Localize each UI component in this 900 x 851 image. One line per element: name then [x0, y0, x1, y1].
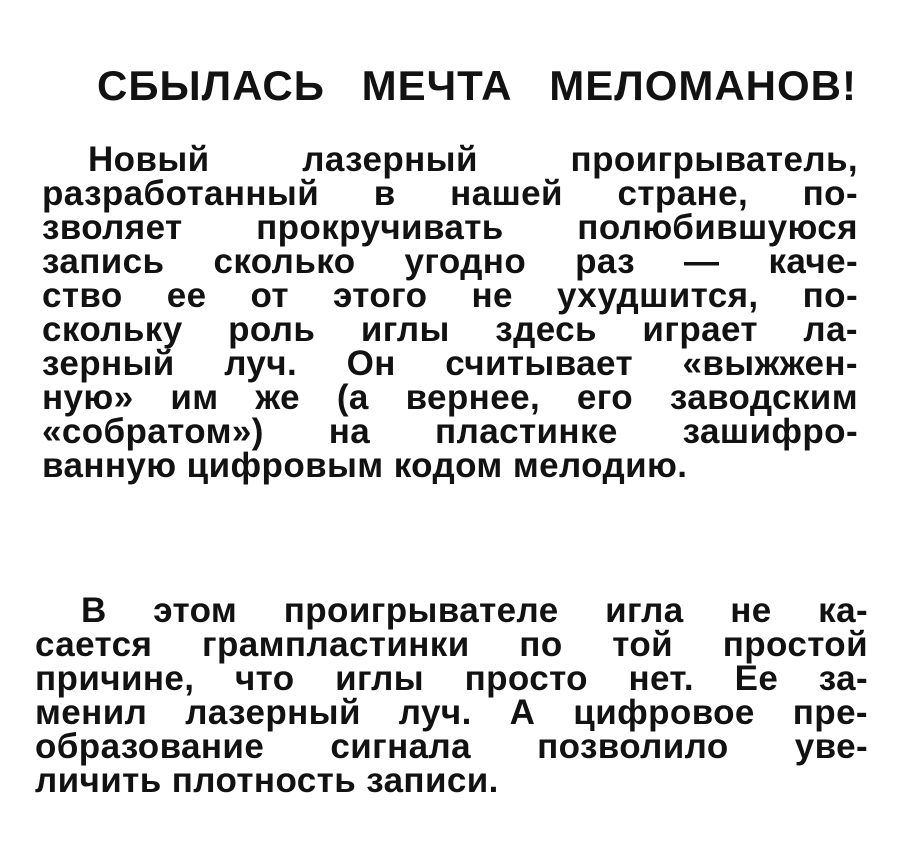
text-line: скольку роль иглы здесь играет ла-	[42, 310, 858, 349]
text-line: причине, что иглы просто нет. Ее за-	[35, 659, 868, 698]
text-line: сается грампластинки по той простой	[35, 625, 868, 664]
text-line: В этом проигрывателе игла не ка-	[81, 591, 868, 630]
text-line: запись сколько угодно раз — каче-	[42, 242, 858, 281]
text-line: разработанный в нашей стране, по-	[42, 174, 858, 213]
text-line: образование сигнала позволило уве-	[35, 727, 868, 766]
text-line: Новый лазерный проигрыватель,	[88, 140, 858, 179]
text-line: «собратом») на пластинке зашифро-	[42, 412, 858, 451]
text-line: менил лазерный луч. А цифровое пре-	[35, 693, 868, 732]
text-line: зволяет прокручивать полюбившуюся	[42, 208, 858, 247]
text-line: зерный луч. Он считывает «выжжен-	[42, 344, 858, 383]
text-line: личить плотность записи.	[35, 761, 499, 800]
article-headline: СБЫЛАСЬ МЕЧТА МЕЛОМАНОВ!	[97, 62, 857, 109]
text-line: ную» им же (а вернее, его заводским	[42, 378, 858, 417]
article-paragraph-first	[42, 140, 858, 485]
text-line: ство ее от этого не ухудшится, по-	[42, 276, 858, 315]
article-paragraph-second	[35, 591, 868, 800]
text-line: ванную цифровым кодом мелодию.	[42, 446, 688, 485]
